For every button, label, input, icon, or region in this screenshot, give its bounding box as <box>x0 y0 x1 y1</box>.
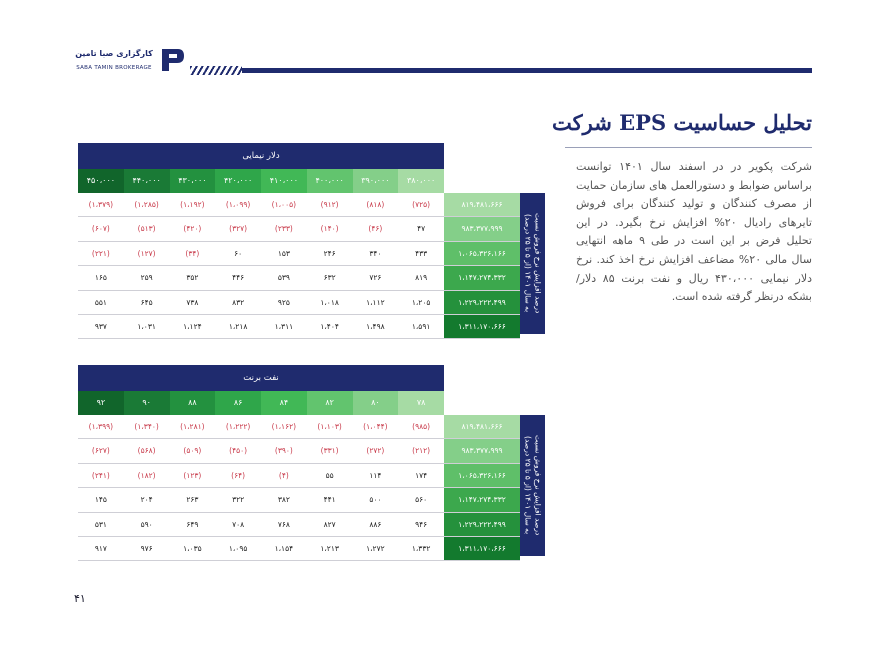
table-cell: (۲۳۳) <box>274 224 293 234</box>
table-cell: ۶۰ <box>234 248 243 258</box>
table-cell: ۹۲۵ <box>277 297 290 307</box>
table-header-row <box>78 169 444 193</box>
table-cell: ۱،۴۹۸ <box>366 321 385 331</box>
table-cell: (۱۸۲) <box>137 470 156 480</box>
row-label: ۱،۰۶۵،۳۲۶،۱۶۶ <box>444 464 520 487</box>
table-cell: ۱،۲۱۳ <box>320 543 339 553</box>
row-label: ۱،۲۲۹،۲۲۲،۴۹۹ <box>444 291 520 314</box>
table-cell: (۴۵۰) <box>229 446 248 456</box>
column-header: ۹۰ <box>124 391 170 415</box>
column-header: ۳۹۰،۰۰۰ <box>353 169 399 193</box>
row-axis-label-text: درصد افزایش نرخ فروش نسبت به سال ۱۴۰۱ (از ۵ تا ۲۵ درصد) <box>523 435 543 536</box>
table-cell: ۵۳۱ <box>94 519 107 529</box>
table-cell: (۳۲۷) <box>229 224 248 234</box>
table-cell: ۱،۰۳۵ <box>183 543 202 553</box>
logo-name-en: SABA TAMIN BROKERAGE <box>76 65 152 71</box>
table-cell: ۸۳۲ <box>232 297 245 307</box>
row-label: ۱،۲۲۹،۲۲۲،۴۹۹ <box>444 513 520 536</box>
table-cell: ۹۴۶ <box>415 519 428 529</box>
column-header: ۳۸۰،۰۰۰ <box>398 169 444 193</box>
table-row <box>78 488 520 512</box>
table-cell: ۱،۰۹۵ <box>228 543 248 553</box>
table-row <box>78 291 520 315</box>
table-row <box>78 415 520 439</box>
table-cell: ۱،۱۵۴ <box>274 543 294 553</box>
table-cell: ۵۳۹ <box>277 273 290 283</box>
table-cell: (۱،۲۲۲) <box>225 422 251 431</box>
column-header: ۴۱۰،۰۰۰ <box>261 169 307 193</box>
table-cell: ۱۱۴ <box>369 470 382 480</box>
company-logo <box>74 45 186 79</box>
table-cell: ۷۳۸ <box>186 297 199 307</box>
row-label: ۹۸۳،۳۷۷،۹۹۹ <box>444 439 520 462</box>
column-header: ۹۲ <box>78 391 124 415</box>
table-cell: (۹۸۵) <box>412 422 431 431</box>
table-cell: (۲۷۲) <box>366 446 385 456</box>
logo-mark-icon <box>158 45 186 75</box>
table-cell: (۲۴۱) <box>91 470 110 480</box>
table-cell: ۱،۱۲۴ <box>183 321 202 331</box>
table-band-title: دلار نیمایی <box>78 143 444 169</box>
table-cell: ۴۴۱ <box>323 495 336 505</box>
table-cell: (۶۴) <box>231 470 246 480</box>
table-cell: ۱،۳۱۱ <box>274 321 294 331</box>
table-cell: ۴۳۳ <box>415 248 428 258</box>
table-cell: ۳۵۲ <box>186 273 199 283</box>
table-cell: (۵۰۹) <box>183 446 202 456</box>
table-cell: (۶۰۷) <box>91 224 110 234</box>
table-cell: (۴) <box>278 470 289 480</box>
column-header: ۷۸ <box>398 391 444 415</box>
table-cell: (۲۱۲) <box>412 446 431 456</box>
table-cell: (۱،۰۴۴) <box>363 422 388 431</box>
table-cell: (۱،۰۰۵) <box>271 200 297 209</box>
table-cell: ۲۶۳ <box>186 495 199 505</box>
column-header: ۸۸ <box>170 391 216 415</box>
table-row <box>78 439 520 463</box>
table-cell: ۱۵۳ <box>277 248 290 258</box>
column-header: ۸۰ <box>353 391 399 415</box>
row-label: ۱،۱۴۷،۲۷۴،۳۳۲ <box>444 266 520 289</box>
table-cell: ۱۷۴ <box>415 470 428 480</box>
table-cell: (۱،۳۹۹) <box>88 422 114 431</box>
table-cell: ۷۶۸ <box>277 519 290 529</box>
table-cell: ۳۲۲ <box>232 495 245 505</box>
header-hatch <box>190 66 242 75</box>
table-cell: ۹۳۷ <box>94 321 107 331</box>
table-cell: ۵۶۰ <box>415 495 428 505</box>
table-cell: ۹۷۶ <box>140 543 153 553</box>
logo-name-fa: کارگزاری صبا تامین <box>75 49 153 58</box>
table-cell: ۱۶۵ <box>94 273 107 283</box>
table-row <box>78 464 520 488</box>
table-body <box>78 193 520 339</box>
table-cell: ۱،۲۰۵ <box>411 297 431 307</box>
table-row <box>78 217 520 241</box>
table-cell: (۳۹۰) <box>274 446 293 456</box>
table-cell: ۱،۳۳۲ <box>411 543 431 553</box>
table-cell: ۸۸۶ <box>369 519 382 529</box>
table-cell: (۱۲۷) <box>137 248 156 258</box>
table-cell: ۱،۲۱۸ <box>228 321 248 331</box>
column-header: ۸۴ <box>261 391 307 415</box>
table-row <box>78 315 520 339</box>
table-cell: ۵۰۰ <box>369 495 382 505</box>
table-cell: (۱،۲۸۵) <box>134 200 159 209</box>
table-cell: (۴۲۰) <box>183 224 202 234</box>
table-cell: ۲۵۹ <box>140 273 153 283</box>
table-band-title: نفت برنت <box>78 365 444 391</box>
table-cell: (۱،۱۰۳) <box>317 422 342 431</box>
table-cell: (۱،۱۹۲) <box>180 200 205 209</box>
table-cell: ۵۹۰ <box>140 519 153 529</box>
table-cell: ۵۵ <box>325 470 334 480</box>
title-divider <box>565 147 812 148</box>
row-label: ۸۱۹،۴۸۱،۶۶۶ <box>444 415 520 438</box>
table-cell: ۷۲۶ <box>369 273 382 283</box>
table-cell: (۸۱۸) <box>366 200 385 209</box>
table-cell: (۳۳۱) <box>320 446 339 456</box>
column-header: ۸۲ <box>307 391 353 415</box>
description-paragraph: شرکت پکویر در در اسفند سال ۱۴۰۱ توانست براساس ضوابط و دستورالعمل های سازمان حمایت از مصرف کنندگان و تولید کنندگان برای فروش تایرهای رادیال ۲۰% افزایش نرخ بگیرد. در این تحلیل فرض بر این است در طی ۹ ماهه انتهایی سال مالی ۲۰% مضاعف افزایش نرخ اخذ کند. نرخ دلار نیمایی ۴۳۰،۰۰۰ ریال و نفت برنت ۸۵ دلار/بشکه درنظر گرفته شده است. <box>576 160 813 304</box>
table-cell: ۶۴۹ <box>186 519 199 529</box>
table-cell: (۱،۳۴۰) <box>134 422 159 431</box>
table-cell: (۱،۲۸۱) <box>180 422 205 431</box>
table-cell: (۳۴) <box>185 248 200 258</box>
table-row <box>78 242 520 266</box>
table-cell: ۸۲۷ <box>323 519 336 529</box>
table-cell: ۲۴۶ <box>323 248 336 258</box>
row-axis-label-text: درصد افزایش نرخ فروش نسبت به سال ۱۴۰۱ (از ۵ تا ۲۵ درصد) <box>523 213 543 314</box>
row-axis-label <box>520 193 545 334</box>
row-axis-label <box>520 415 545 556</box>
table-cell: (۱،۱۶۲) <box>271 422 297 431</box>
column-header: ۴۵۰،۰۰۰ <box>78 169 124 193</box>
table-cell: ۳۴۰ <box>369 248 382 258</box>
column-header: ۸۶ <box>215 391 261 415</box>
table-cell: (۲۲۱) <box>91 248 110 258</box>
table-cell: ۵۵۱ <box>94 297 107 307</box>
table-cell: (۱،۰۹۹) <box>225 200 251 209</box>
table-row <box>78 193 520 217</box>
table-cell: ۱،۵۹۱ <box>411 321 431 331</box>
table-header-row <box>78 391 444 415</box>
row-label: ۱،۰۶۵،۳۲۶،۱۶۶ <box>444 242 520 265</box>
table-cell: (۵۱۳) <box>137 224 156 234</box>
page-title: تحلیل حساسیت EPS شرکت <box>552 110 812 135</box>
table-cell: (۱۴۰) <box>320 224 339 234</box>
column-header: ۴۰۰،۰۰۰ <box>307 169 353 193</box>
table-cell: (۵۶۸) <box>137 446 156 456</box>
table-cell: ۱،۱۱۲ <box>366 297 385 307</box>
table-cell: ۳۸۲ <box>277 495 290 505</box>
table-cell: ۷۰۸ <box>232 519 245 529</box>
table-cell: (۶۲۷) <box>91 446 110 456</box>
table-cell: ۱،۲۷۲ <box>366 543 385 553</box>
column-header: ۴۴۰،۰۰۰ <box>124 169 170 193</box>
table-cell: ۹۱۷ <box>94 543 107 553</box>
column-header: ۴۲۰،۰۰۰ <box>215 169 261 193</box>
table-row <box>78 266 520 290</box>
table-cell: ۴۴۶ <box>232 273 245 283</box>
table-row <box>78 537 520 561</box>
table-cell: ۴۷ <box>417 224 426 234</box>
column-header: ۴۳۰،۰۰۰ <box>170 169 216 193</box>
table-cell: ۱،۰۳۱ <box>137 321 156 331</box>
table-cell: ۱،۰۱۸ <box>320 297 339 307</box>
table-cell: ۱،۴۰۴ <box>320 321 339 331</box>
table-cell: ۶۴۵ <box>140 297 153 307</box>
table-cell: (۴۶) <box>368 224 383 234</box>
table-cell: ۱۴۵ <box>94 495 107 505</box>
table-cell: (۱،۳۷۹) <box>88 200 114 209</box>
header-rule <box>190 68 812 73</box>
row-label: ۱،۳۱۱،۱۷۰،۶۶۶ <box>444 537 520 560</box>
table-cell: (۹۱۲) <box>320 200 339 209</box>
table-row <box>78 513 520 537</box>
table-body <box>78 415 520 561</box>
table-cell: (۷۲۵) <box>412 200 431 209</box>
row-label: ۱،۱۴۷،۲۷۴،۳۳۲ <box>444 488 520 511</box>
row-label: ۱،۳۱۱،۱۷۰،۶۶۶ <box>444 315 520 338</box>
row-label: ۹۸۳،۳۷۷،۹۹۹ <box>444 217 520 240</box>
table-cell: (۱۲۳) <box>183 470 202 480</box>
row-label: ۸۱۹،۴۸۱،۶۶۶ <box>444 193 520 216</box>
table-cell: ۸۱۹ <box>415 273 428 283</box>
table-cell: ۶۳۲ <box>323 273 336 283</box>
page-number: ۴۱ <box>74 592 86 605</box>
table-cell: ۲۰۴ <box>140 495 153 505</box>
